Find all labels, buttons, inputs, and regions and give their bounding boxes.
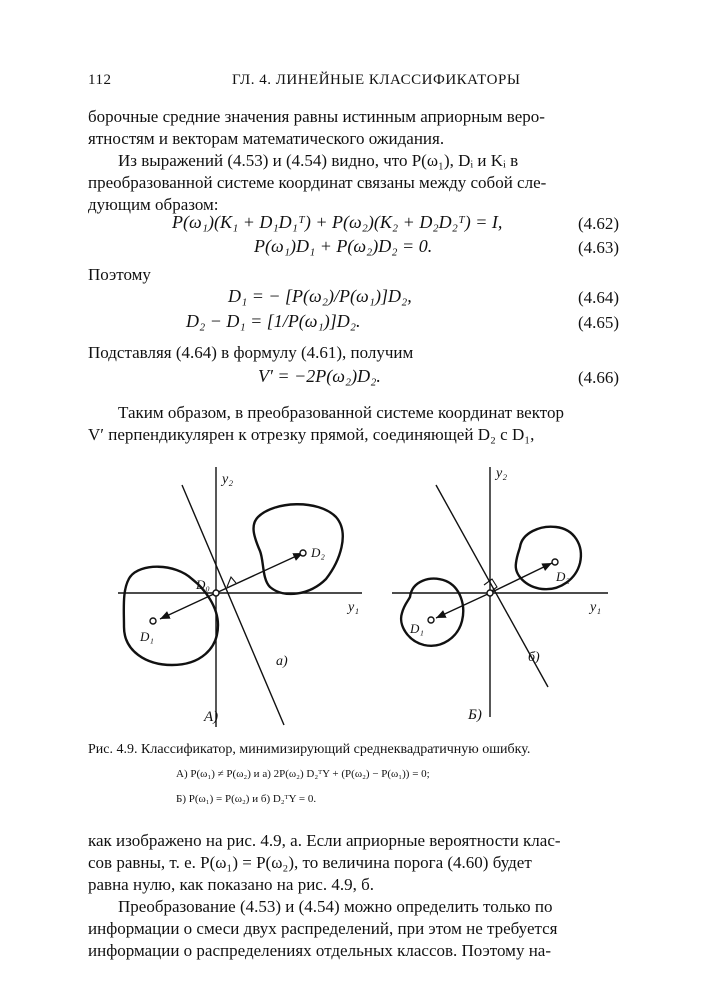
class-2-contour bbox=[516, 527, 581, 590]
origin-point bbox=[487, 590, 493, 596]
text-line: Подставляя (4.64) в формулу (4.61), получим bbox=[88, 343, 414, 362]
equation-4-65: D₂ − D₁ = [1/P(ω₁)]D₂. bbox=[186, 311, 361, 331]
equation-number: (4.62) bbox=[578, 214, 620, 233]
figure-panel-a bbox=[118, 467, 362, 727]
d2-point bbox=[300, 550, 306, 556]
vector-arrow bbox=[216, 553, 303, 593]
text-line: дующим образом: bbox=[88, 195, 219, 214]
text-line: Таким образом, в преобразованной системе координат вектор bbox=[118, 403, 564, 422]
label-d2: D₂ bbox=[556, 569, 570, 584]
axis-label-y1: y₁ bbox=[590, 600, 602, 615]
label-d1: D₁ bbox=[410, 621, 424, 636]
panel-label-A: А) bbox=[204, 709, 219, 725]
d2-point bbox=[552, 559, 558, 565]
equation-4-62: P(ω₁)(K₁ + D₁D₁ᵀ) + P(ω₂)(K₂ + D₂D₂ᵀ) = I, bbox=[172, 212, 503, 232]
equation-4-66: V′ = −2P(ω₂)D₂. bbox=[258, 366, 381, 386]
origin-point bbox=[213, 590, 219, 596]
text-line: Преобразование (4.53) и (4.54) можно определить только по bbox=[118, 897, 553, 916]
equation-number: (4.65) bbox=[578, 313, 620, 332]
equation-number: (4.66) bbox=[578, 368, 620, 387]
caption-line-a: А) P(ω₁) ≠ P(ω₂) и а) 2P(ω₂) D₂ᵀY + (P(ω₂) − P(ω₁)) = 0; bbox=[176, 768, 430, 780]
text-line: Из выражений (4.53) и (4.54) видно, что P(ω₁), Dᵢ и Kᵢ в bbox=[118, 151, 519, 170]
axis-label-y2: y₂ bbox=[496, 466, 508, 481]
text-line: ятностям и векторам математического ожидания. bbox=[88, 129, 445, 148]
text-line: борочные средние значения равны истинным априорным веро- bbox=[88, 107, 545, 126]
figure-caption: Рис. 4.9. Классификатор, минимизирующий среднеквадратичную ошибку. bbox=[88, 742, 531, 757]
equation-number: (4.63) bbox=[578, 238, 620, 257]
equation-4-64: D₁ = − [P(ω₂)/P(ω₁)]D₂, bbox=[228, 286, 412, 306]
decision-line bbox=[182, 485, 284, 725]
panel-label-B: Б) bbox=[468, 707, 482, 723]
label-d0: D₀ bbox=[196, 577, 210, 592]
figure-4-9 bbox=[0, 455, 709, 745]
text-line: сов равны, т. е. P(ω₁) = P(ω₂), то величина порога (4.60) будет bbox=[88, 853, 532, 872]
text-line: Поэтому bbox=[88, 265, 151, 284]
text-line: информации о смеси двух распределений, при этом не требуется bbox=[88, 919, 558, 938]
text-line: равна нулю, как показано на рис. 4.9, б. bbox=[88, 875, 374, 894]
text-line: V′ перпендикулярен к отрезку прямой, соединяющей D₂ с D₁, bbox=[88, 425, 535, 444]
d1-point bbox=[150, 618, 156, 624]
d1-point bbox=[428, 617, 434, 623]
sublabel-b: б) bbox=[528, 650, 540, 665]
equation-4-63: P(ω₁)D₁ + P(ω₂)D₂ = 0. bbox=[254, 236, 433, 256]
class-2-contour bbox=[254, 504, 343, 594]
text-line: как изображено на рис. 4.9, а. Если априорные вероятности клас- bbox=[88, 831, 561, 850]
figure-panel-b bbox=[392, 467, 608, 717]
caption-line-b: Б) P(ω₁) = P(ω₂) и б) D₂ᵀY = 0. bbox=[176, 793, 317, 805]
axis-label-y1: y₁ bbox=[348, 600, 360, 615]
equation-number: (4.64) bbox=[578, 288, 620, 307]
vector-arrow bbox=[160, 593, 216, 619]
text-line: информации о распределениях отдельных классов. Поэтому на- bbox=[88, 941, 551, 960]
text-line: преобразованной системе координат связаны между собой сле- bbox=[88, 173, 547, 192]
running-title: ГЛ. 4. ЛИНЕЙНЫЕ КЛАССИФИКАТОРЫ bbox=[232, 72, 521, 88]
axis-label-y2: y₂ bbox=[222, 472, 234, 487]
label-d1: D₁ bbox=[140, 629, 154, 644]
figure-b-labels bbox=[409, 466, 601, 723]
page-number: 112 bbox=[88, 72, 112, 88]
label-d2: D₂ bbox=[311, 545, 325, 560]
sublabel-a: а) bbox=[276, 654, 288, 669]
